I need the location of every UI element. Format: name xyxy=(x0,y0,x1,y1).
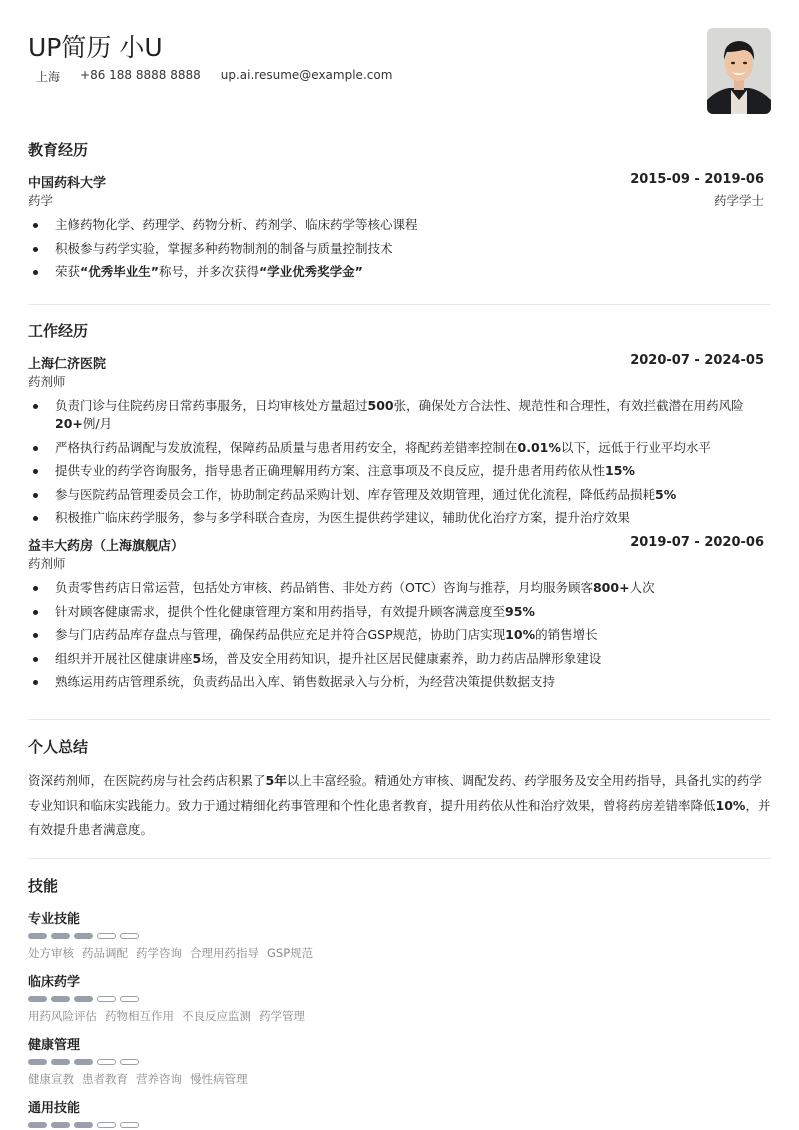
work-section xyxy=(28,320,771,697)
list-item: 负责门诊与住院药房日常药事服务，日均审核处方量超过500张，确保处方合法性、规范性和合理性，有效拦截潜在用药风险20+例/月 xyxy=(28,397,771,433)
skill-tags: 用药风险评估 药物相互作用 不良反应监测 药学管理 xyxy=(28,1009,305,1023)
contact-phone: +86 188 8888 8888 xyxy=(80,68,201,82)
company-name: 上海仁济医院 xyxy=(28,357,107,372)
contact-city: 上海 xyxy=(36,70,61,84)
skill-group xyxy=(28,1034,771,1087)
list-item: 参与门店药品库存盘点与管理，确保药品供应充足并符合GSP规范，协助门店实现10%的销售增长 xyxy=(28,626,771,644)
list-item: 主修药物化学、药理学、药物分析、药剂学、临床药学等核心课程 xyxy=(28,216,771,234)
work-dates: 2020-07 - 2024-05 xyxy=(630,353,764,368)
section-title-work: 工作经历 xyxy=(28,322,89,340)
education-dates: 2015-09 - 2019-06 xyxy=(630,172,764,187)
work-entry xyxy=(28,535,771,691)
list-item: 积极推广临床药学服务，参与多学科联合查房，为医生提供药学建议，辅助优化治疗方案，提升治疗效果 xyxy=(28,509,771,527)
list-item: 参与医院药品管理委员会工作，协助制定药品采购计划、库存管理及效期管理，通过优化流程，降低药品损耗5% xyxy=(28,486,771,504)
work-entry xyxy=(28,353,771,527)
skill-tags: 健康宣教 患者教育 营养咨询 慢性病管理 xyxy=(28,1072,248,1086)
list-item: 提供专业的药学咨询服务，指导患者正确理解用药方案、注意事项及不良反应，提升患者用药依从性15% xyxy=(28,462,771,480)
section-title-summary: 个人总结 xyxy=(28,738,89,756)
company-name: 益丰大药房（上海旗舰店） xyxy=(28,539,185,554)
list-item: 针对顾客健康需求，提供个性化健康管理方案和用药指导，有效提升顾客满意度至95% xyxy=(28,603,771,621)
skill-level-bar xyxy=(28,1059,771,1065)
degree: 药学学士 xyxy=(713,193,764,208)
skill-level-bar xyxy=(28,1122,771,1128)
skill-group xyxy=(28,971,771,1024)
list-item: 荣获“优秀毕业生”称号，并多次获得“学业优秀奖学金” xyxy=(28,263,771,281)
section-divider xyxy=(28,858,771,859)
portrait-image xyxy=(707,28,771,114)
skill-group xyxy=(28,908,771,961)
list-item: 负责零售药店日常运营，包括处方审核、药品销售、非处方药（OTC）咨询与推荐，月均服务顾客800+人次 xyxy=(28,579,771,597)
section-title-skills: 技能 xyxy=(28,877,59,895)
skill-group-name: 健康管理 xyxy=(28,1038,81,1053)
major: 药学 xyxy=(28,193,54,208)
profile-photo xyxy=(707,28,771,114)
job-role: 药剂师 xyxy=(28,374,66,389)
skill-group-name: 通用技能 xyxy=(28,1101,81,1116)
section-divider xyxy=(28,719,771,720)
school-name: 中国药科大学 xyxy=(28,176,107,191)
list-item: 严格执行药品调配与发放流程，保障药品质量与患者用药安全，将配药差错率控制在0.01%以下，远低于行业平均水平 xyxy=(28,439,771,457)
education-section xyxy=(28,139,771,287)
skill-tags: 处方审核 药品调配 药学咨询 合理用药指导 GSP规范 xyxy=(28,946,314,960)
summary-text: 资深药剂师，在医院药房与社会药店积累了5年以上丰富经验。精通处方审核、调配发药、药学服务及安全用药指导，具备扎实的药学专业知识和临床实践能力。致力于通过精细化药事管理和个性化患者教育，提升用药依从性和治疗效果，曾将药房差错率降低10%，并有效提升患者满意度。 xyxy=(28,773,771,837)
contact-info xyxy=(36,68,392,85)
work-dates: 2019-07 - 2020-06 xyxy=(630,535,764,550)
skill-group-name: 临床药学 xyxy=(28,975,81,990)
skill-level-bar xyxy=(28,996,771,1002)
section-divider xyxy=(28,304,771,305)
section-title-education: 教育经历 xyxy=(28,141,89,159)
skills-section xyxy=(28,875,771,1128)
list-item: 积极参与药学实验，掌握多种药物制剂的制备与质量控制技术 xyxy=(28,240,771,258)
list-item: 组织并开展社区健康讲座5场，普及安全用药知识，提升社区居民健康素养，助力药店品牌形象建设 xyxy=(28,650,771,668)
education-entry xyxy=(28,172,771,281)
skill-level-bar xyxy=(28,933,771,939)
skill-group-name: 专业技能 xyxy=(28,912,81,927)
summary-section xyxy=(28,736,771,843)
list-item: 熟练运用药店管理系统，负责药品出入库、销售数据录入与分析，为经营决策提供数据支持 xyxy=(28,673,771,691)
job-role: 药剂师 xyxy=(28,556,66,571)
contact-email: up.ai.resume@example.com xyxy=(220,68,393,82)
skill-group xyxy=(28,1097,771,1128)
candidate-name: UP简历 小U xyxy=(28,33,163,62)
